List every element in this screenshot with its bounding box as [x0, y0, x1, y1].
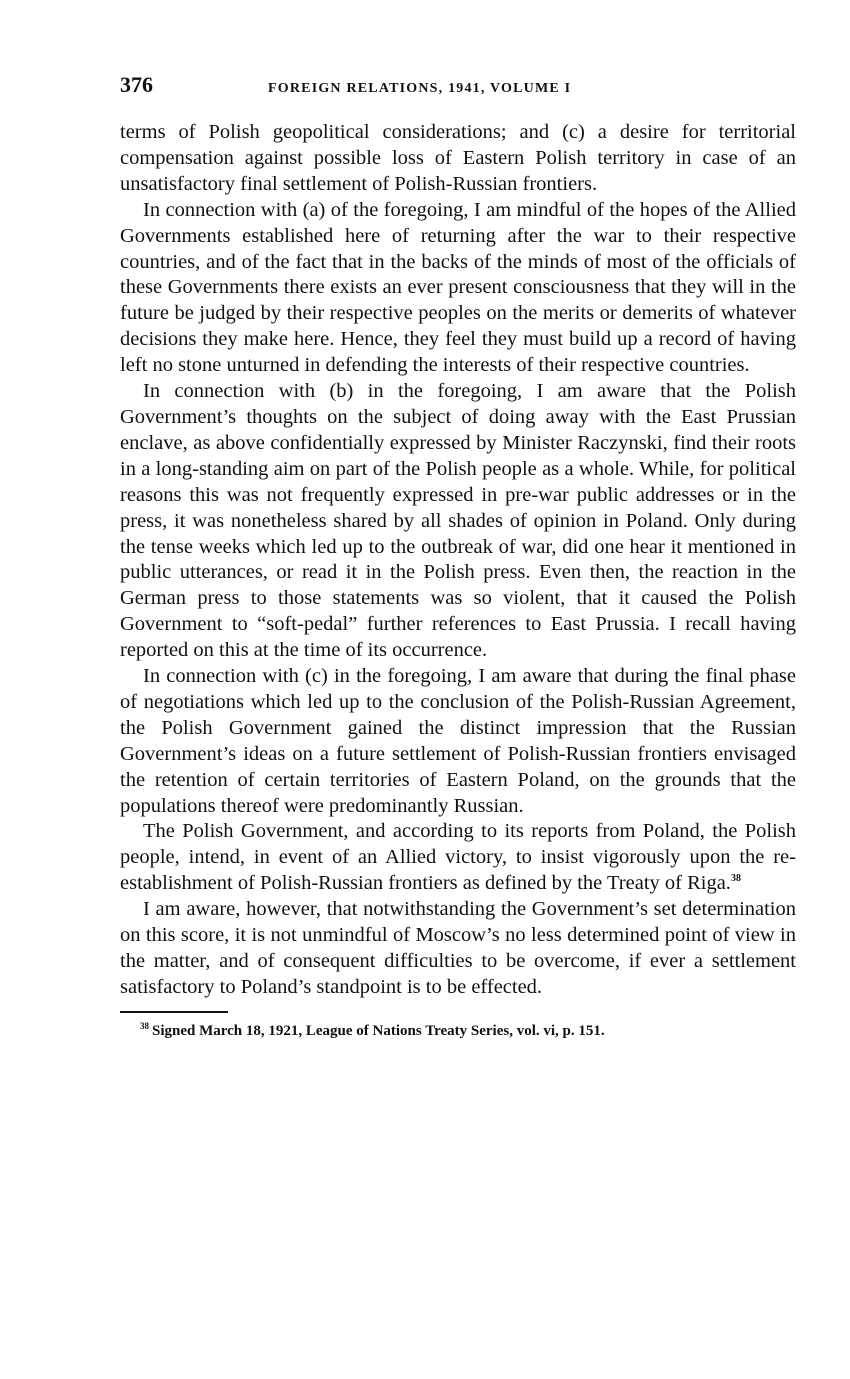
paragraph-text: The Polish Government, and according to its reports from Poland, the Polish people, intend, in event of an Allied victory, to insist vigorously upon the re-establishment of Polish-Russian frontiers as defined by the Treaty of Riga. [120, 820, 796, 895]
footnote-number: 38 [140, 1020, 149, 1031]
footnote-reference: 38 [730, 873, 741, 885]
footnote [120, 1020, 796, 1040]
footnote-divider [120, 1011, 228, 1013]
paragraph: In connection with (b) in the foregoing, I am aware that the Polish Government’s thoughts on the subject of doing away with the East Prussian enclave, as above confidentially expressed by Minister Raczynski, find their roots in a long-standing aim on part of the Polish people as a whole. While, for political reasons this was not frequently expressed in pre-war public addresses or in the press, it was nonetheless shared by all shades of opinion in Poland. Only during the tense weeks which led up to the outbreak of war, did one hear it mentioned in public utterances, or read it in the Polish press. Even then, the reaction in the German press to those statements was so violent, that it caused the Polish Government to “soft-pedal” further references to East Prussia. I recall having reported on this at the time of its occurrence. [120, 380, 796, 662]
paragraph: In connection with (c) in the foregoing, I am aware that during the final phase of negotiations which led up to the conclusion of the Polish-Russian Agreement, the Polish Government gained the distinct impression that the Russian Government’s ideas on a future settlement of Polish-Russian frontiers envisaged the retention of certain territories of Eastern Poland, on the grounds that the populations thereof were predominantly Russian. [120, 665, 796, 817]
body-text [120, 120, 796, 1001]
page-header [120, 72, 796, 106]
footnote-text: Signed March 18, 1921, League of Nations Treaty Series, vol. vi, p. 151. [152, 1022, 605, 1039]
paragraph: In connection with (a) of the foregoing, I am mindful of the hopes of the Allied Governments established here of returning after the war to their respective countries, and of the fact that in the backs of the minds of most of the officials of these Governments there exists an ever present consciousness that they will in the future be judged by their respective peoples on the merits or demerits of whatever decisions they make here. Hence, they feel they must build up a record of having left no stone unturned in defending the interests of their respective countries. [120, 198, 796, 377]
paragraph-with-footnote [120, 819, 796, 897]
paragraph: I am aware, however, that notwithstanding the Government’s set determination on this score, it is not unmindful of Moscow’s no less determined point of view in the matter, and of consequent difficulties to be overcome, if ever a settlement satisfactory to Poland’s standpoint is to be effected. [120, 898, 796, 998]
document-page [120, 72, 796, 1040]
running-head: FOREIGN RELATIONS, 1941, VOLUME I [268, 81, 572, 96]
paragraph: terms of Polish geopolitical considerations; and (c) a desire for territorial compensation against possible loss of Eastern Polish territory in case of an unsatisfactory final settlement of Polish-Russian frontiers. [120, 121, 796, 195]
page-number: 376 [120, 72, 153, 97]
